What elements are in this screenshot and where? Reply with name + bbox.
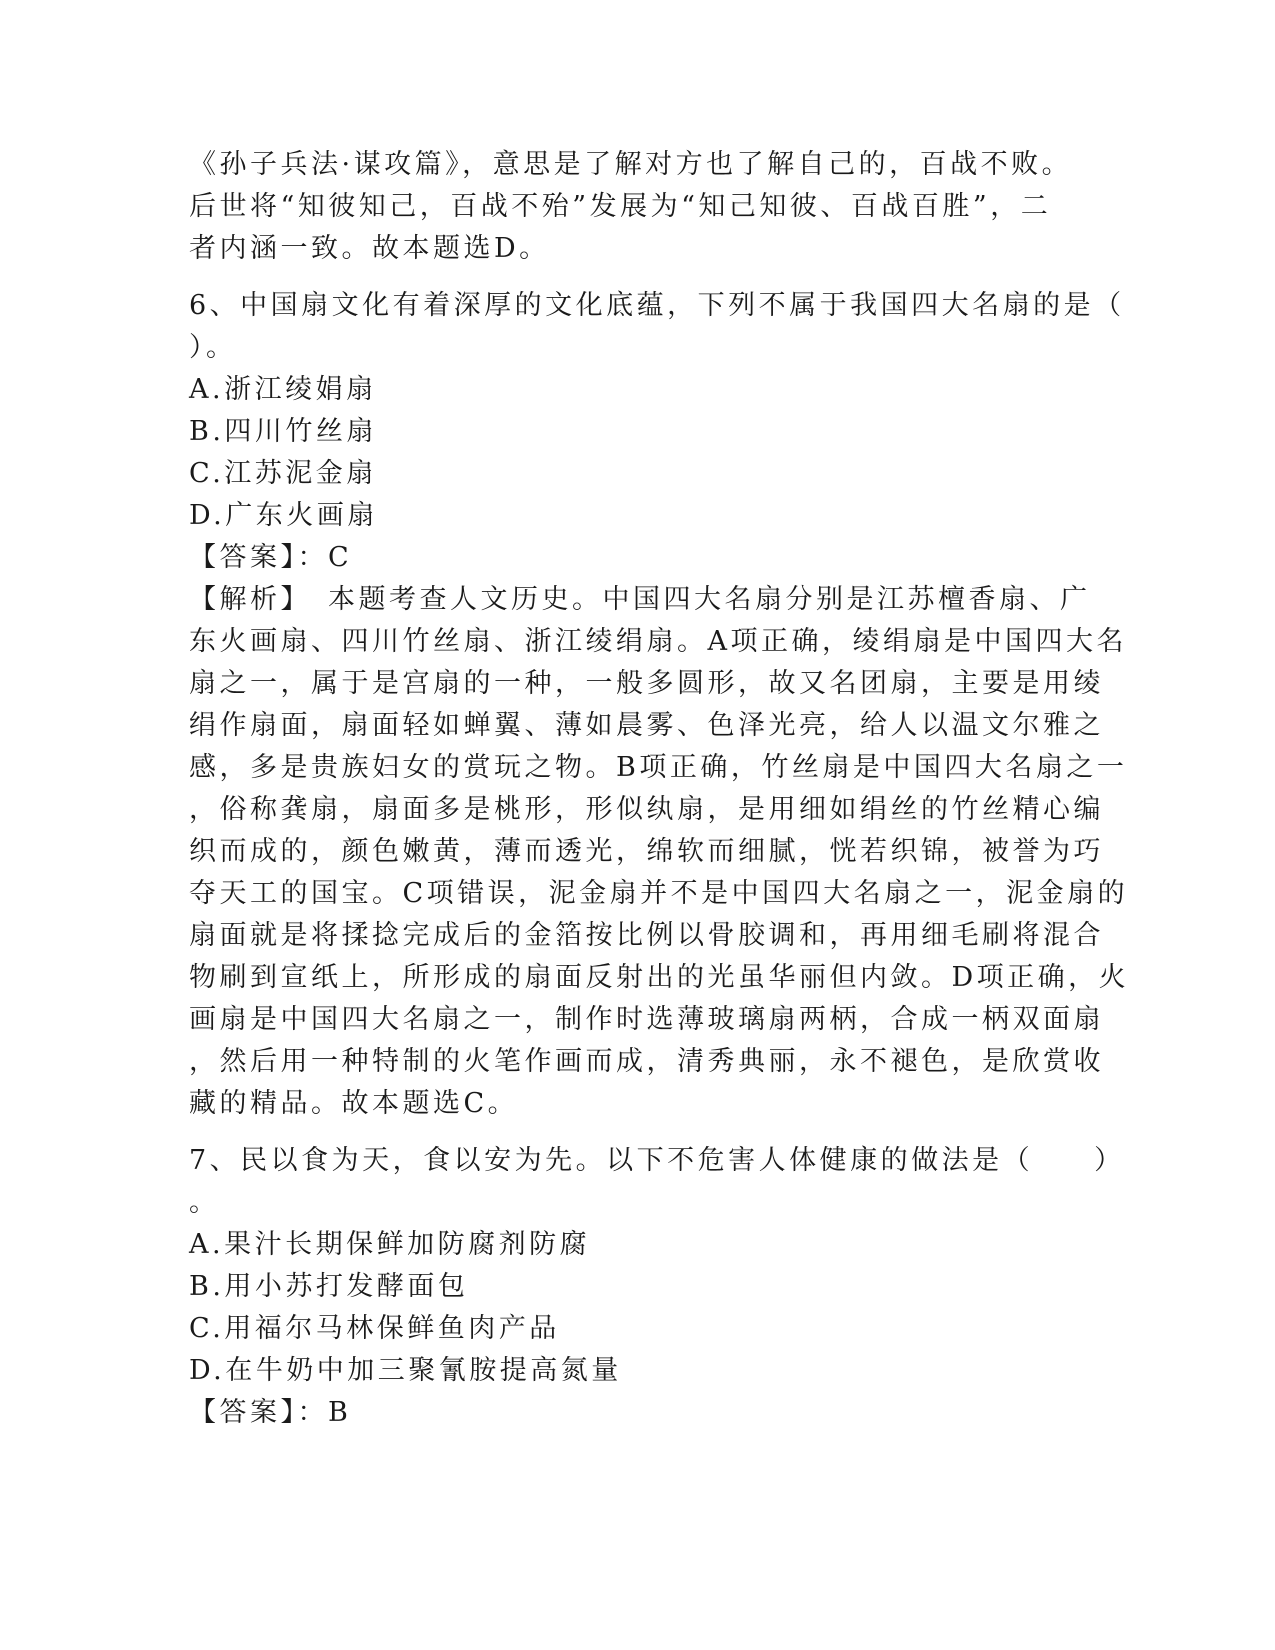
question-6-analysis-line: 夺天工的国宝。C项错误，泥金扇并不是中国四大名扇之一，泥金扇的 — [189, 878, 1129, 909]
question-7-option-c: C.用福尔马林保鲜鱼肉产品 — [189, 1313, 560, 1344]
question-6-option-d: D.广东火画扇 — [189, 500, 378, 531]
prev-explanation-line: 者内涵一致。故本题选D。 — [189, 233, 550, 264]
question-7-option-a: A.果汁长期保鲜加防腐剂防腐 — [189, 1229, 591, 1260]
question-6-analysis-line: 织而成的，颜色嫩黄，薄而透光，绵软而细腻，恍若织锦，被誉为巧 — [189, 836, 1104, 867]
prev-explanation-line: 后世将“知彼知己，百战不殆”发展为“知己知彼、百战百胜”，二 — [189, 191, 1052, 222]
question-7-option-d: D.在牛奶中加三聚氰胺提高氮量 — [189, 1355, 622, 1386]
question-6-analysis-line: 画扇是中国四大名扇之一，制作时选薄玻璃扇两柄，合成一柄双面扇 — [189, 1004, 1104, 1035]
question-6-analysis-line: 东火画扇、四川竹丝扇、浙江绫绢扇。A项正确，绫绢扇是中国四大名 — [189, 626, 1127, 657]
question-6-analysis-line: 物刷到宣纸上，所形成的扇面反射出的光虽华丽但内敛。D项正确，火 — [189, 962, 1130, 993]
question-6-stem: ）。 — [189, 332, 237, 363]
question-6-option-c: C.江苏泥金扇 — [189, 458, 377, 489]
question-7-stem: 。 — [189, 1187, 220, 1218]
question-7-answer: 【答案】：B — [189, 1397, 352, 1428]
question-6-analysis-line: 【解析】 本题考查人文历史。中国四大名扇分别是江苏檀香扇、广 — [189, 584, 1091, 615]
question-6-analysis-line: 绢作扇面，扇面轻如蝉翼、薄如晨雾、色泽光亮，给人以温文尔雅之 — [189, 710, 1104, 741]
question-6-analysis-line: 藏的精品。故本题选C。 — [189, 1088, 519, 1119]
question-6-analysis-line: 扇面就是将揉捻完成后的金箔按比例以骨胶调和，再用细毛刷将混合 — [189, 920, 1104, 951]
question-6-analysis-line: ，俗称龚扇，扇面多是桃形，形似纨扇，是用细如绢丝的竹丝精心编 — [189, 794, 1104, 825]
question-6-analysis-line: ，然后用一种特制的火笔作画而成，清秀典丽，永不褪色，是欣赏收 — [189, 1046, 1104, 1077]
question-6-option-b: B.四川竹丝扇 — [189, 416, 377, 447]
question-6-analysis-line: 扇之一，属于是宫扇的一种，一般多圆形，故又名团扇，主要是用绫 — [189, 668, 1104, 699]
question-6-option-a: A.浙江绫娟扇 — [189, 374, 377, 405]
question-6-stem: 6、中国扇文化有着深厚的文化底蕴，下列不属于我国四大名扇的是（ — [189, 290, 1125, 321]
prev-explanation-line: 《孙子兵法·谋攻篇》，意思是了解对方也了解自己的，百战不败。 — [189, 149, 1073, 180]
question-7-option-b: B.用小苏打发酵面包 — [189, 1271, 469, 1302]
question-7-stem: 7、民以食为天，食以安为先。以下不危害人体健康的做法是（ ） — [189, 1145, 1125, 1176]
question-6-answer: 【答案】：C — [189, 542, 353, 573]
question-6-analysis-line: 感，多是贵族妇女的赏玩之物。B项正确，竹丝扇是中国四大名扇之一 — [189, 752, 1128, 783]
